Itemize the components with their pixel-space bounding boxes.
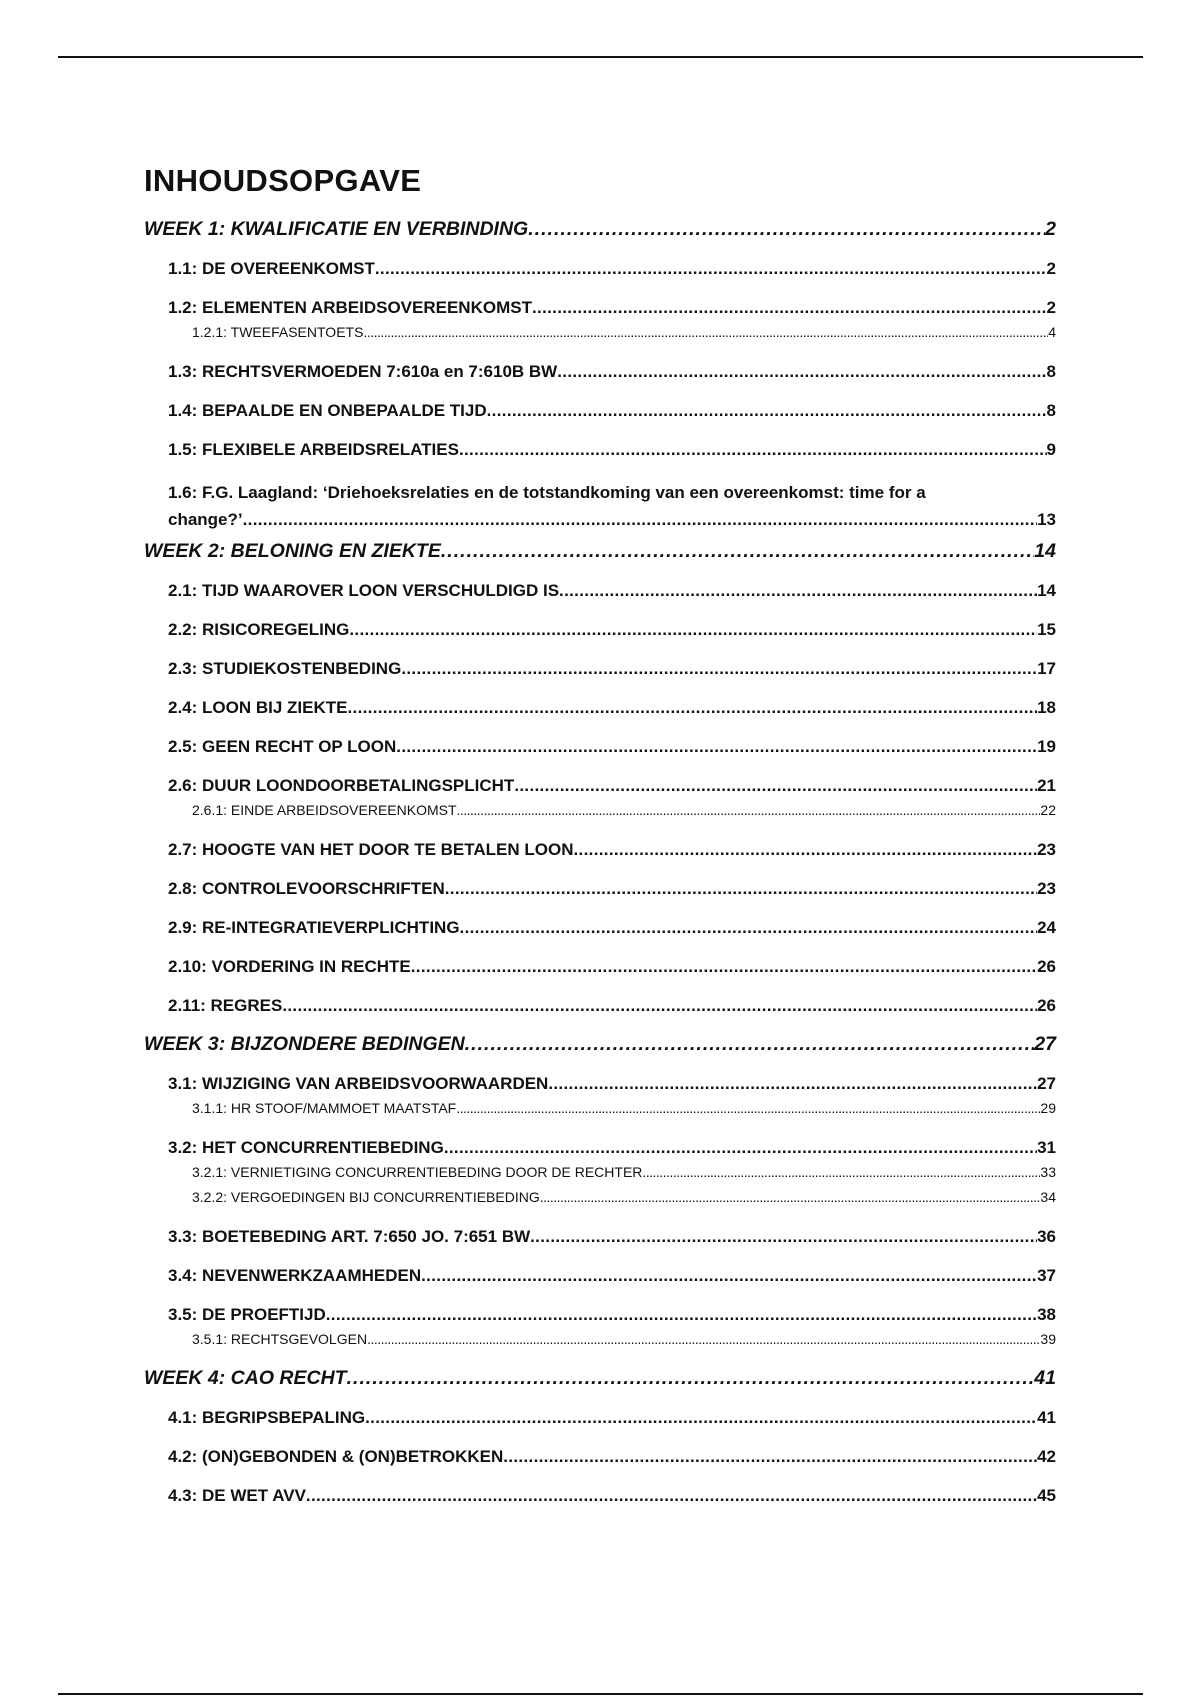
toc-dot-leader [456, 1100, 1040, 1116]
toc-dot-leader [375, 259, 1047, 279]
toc-dot-leader [540, 1189, 1041, 1205]
toc-entry-label: 2.3: STUDIEKOSTENBEDING [168, 658, 402, 678]
toc-entry-row [168, 688, 1056, 727]
toc-entry-level-2[interactable] [144, 1476, 1056, 1515]
toc-page-number: 2 [1046, 297, 1056, 317]
toc-page-number: 18 [1037, 697, 1056, 717]
toc-entry-row [168, 1398, 1056, 1437]
toc-entry-row [168, 649, 1056, 688]
toc-entry-label: 1.4: BEPAALDE EN ONBEPAALDE TIJD [168, 400, 487, 420]
toc-page-number: 4 [1048, 323, 1056, 340]
toc-dot-leader [532, 298, 1047, 318]
toc-entry-level-2[interactable] [144, 1437, 1056, 1476]
toc-page-number: 2 [1045, 218, 1056, 241]
toc-entry-row [192, 319, 1056, 344]
toc-entry-level-3[interactable] [144, 1095, 1056, 1120]
toc-entry-row [168, 986, 1056, 1025]
toc-page-number: 34 [1040, 1188, 1056, 1205]
toc-entry-level-3[interactable] [144, 1159, 1056, 1184]
toc-entry-label: 2.2: RISICOREGELING [168, 619, 350, 639]
toc-entry-level-2[interactable] [144, 352, 1056, 391]
toc-page-number: 37 [1037, 1265, 1056, 1285]
toc-entry-level-1[interactable] [144, 1359, 1056, 1398]
toc-page-number: 8 [1046, 400, 1056, 420]
toc-entry-level-2[interactable] [144, 869, 1056, 908]
toc-entry-label: 4.1: BEGRIPSBEPALING [168, 1407, 366, 1427]
toc-page-number: 23 [1037, 878, 1056, 898]
toc-entry-label: 3.2.2: VERGOEDINGEN BIJ CONCURRENTIEBEDING [192, 1188, 540, 1205]
toc-dot-leader [363, 324, 1048, 340]
toc-entry-row [192, 1095, 1056, 1120]
toc-entry-label: 2.1: TIJD WAAROVER LOON VERSCHULDIGD IS [168, 580, 560, 600]
toc-dot-leader [465, 1033, 1035, 1056]
toc-entry-label: 2.6.1: EINDE ARBEIDSOVEREENKOMST [192, 801, 457, 818]
toc-entry-row [168, 430, 1056, 469]
toc-page-number: 41 [1034, 1367, 1056, 1390]
toc-entry-label: WEEK 4: CAO RECHT [144, 1367, 347, 1390]
toc-entry-row [168, 571, 1056, 610]
toc-dot-leader [557, 362, 1046, 382]
toc-page-number: 24 [1037, 917, 1056, 937]
toc-entry-level-2[interactable] [144, 688, 1056, 727]
toc-page-number: 2 [1046, 258, 1056, 278]
toc-entry-row [144, 1359, 1056, 1398]
toc-entry-level-3[interactable] [144, 797, 1056, 822]
toc-entry-label: 2.5: GEEN RECHT OP LOON [168, 736, 397, 756]
toc-page-number: 26 [1037, 995, 1056, 1015]
toc-entry-row [144, 532, 1056, 571]
toc-entry-row [168, 391, 1056, 430]
toc-entry-label: 4.2: (ON)GEBONDEN & (ON)BETROKKEN [168, 1446, 504, 1466]
toc-entry-label: 3.1: WIJZIGING VAN ARBEIDSVOORWAARDEN [168, 1073, 549, 1093]
toc-dot-leader [441, 540, 1034, 563]
toc-page-number: 21 [1037, 775, 1056, 795]
toc-entry-row [168, 869, 1056, 908]
toc-page-number: 26 [1037, 956, 1056, 976]
toc-entry-label: 2.10: VORDERING IN RECHTE [168, 956, 411, 976]
toc-entry-label: 3.2.1: VERNIETIGING CONCURRENTIEBEDING DOOR DE RECHTER [192, 1163, 643, 1180]
toc-page-number: 14 [1034, 540, 1056, 563]
toc-entry-label: 1.3: RECHTSVERMOEDEN 7:610a en 7:610B BW [168, 361, 558, 381]
toc-entry-level-3[interactable] [144, 1326, 1056, 1351]
toc-entry-label-line1: 1.6: F.G. Laagland: ‘Driehoeksrelaties en de totstandkoming van een overeenkomst: time for a [168, 483, 926, 503]
toc-entry-label: 2.7: HOOGTE VAN HET DOOR TE BETALEN LOON [168, 839, 574, 859]
toc-entry-level-2[interactable] [144, 1217, 1056, 1256]
toc-entry-level-2[interactable] [144, 727, 1056, 766]
toc-entry-row [168, 1217, 1056, 1256]
toc-page-number: 23 [1037, 839, 1056, 859]
toc-page-number: 39 [1040, 1330, 1056, 1347]
toc-page-number: 9 [1046, 439, 1056, 459]
toc-entry-row [168, 249, 1056, 288]
header-rule [58, 56, 1143, 58]
footer-rule [58, 1693, 1143, 1695]
toc-dot-leader [444, 1138, 1037, 1158]
toc-entry-row [144, 1025, 1056, 1064]
toc-entry-label: 2.9: RE-INTEGRATIEVERPLICHTING [168, 917, 460, 937]
toc-page-number: 27 [1037, 1073, 1056, 1093]
toc-entry-level-3[interactable] [144, 1184, 1056, 1209]
toc-dot-leader [548, 1074, 1037, 1094]
toc-entry-level-2[interactable] [144, 430, 1056, 469]
toc-entry-label: 1.1: DE OVEREENKOMST [168, 258, 375, 278]
toc-list [144, 210, 1056, 1515]
toc-entry-level-2[interactable] [144, 391, 1056, 430]
toc-dot-leader [306, 1486, 1037, 1506]
toc-dot-leader [574, 840, 1038, 860]
toc-entry-row [168, 352, 1056, 391]
toc-entry-row [192, 1184, 1056, 1209]
toc-dot-leader [487, 401, 1047, 421]
toc-entry-label: 1.2: ELEMENTEN ARBEIDSOVEREENKOMST [168, 297, 532, 317]
toc-page-number: 36 [1037, 1226, 1056, 1246]
toc-entry-row [168, 507, 1056, 532]
toc-entry-level-2[interactable] [144, 830, 1056, 869]
toc-entry-row [192, 1326, 1056, 1351]
toc-dot-leader [530, 1227, 1037, 1247]
toc-entry-row [192, 797, 1056, 822]
toc-entry-level-3[interactable] [144, 319, 1056, 344]
toc-entry-label: WEEK 1: KWALIFICATIE EN VERBINDING [144, 218, 529, 241]
toc-entry-label: 3.2: HET CONCURRENTIEBEDING [168, 1137, 444, 1157]
toc-entry-label: 3.1.1: HR STOOF/MAMMOET MAATSTAF [192, 1099, 457, 1116]
toc-page-number: 19 [1037, 736, 1056, 756]
toc-entry-label: 4.3: DE WET AVV [168, 1485, 306, 1505]
toc-page-number: 29 [1040, 1099, 1056, 1116]
toc-dot-leader [396, 737, 1037, 757]
toc-entry-level-2[interactable] [144, 249, 1056, 288]
toc-dot-leader [459, 440, 1047, 460]
toc-entry-label: 2.6: DUUR LOONDOORBETALINGSPLICHT [168, 775, 515, 795]
toc-page-number: 14 [1037, 580, 1056, 600]
toc-dot-leader [528, 218, 1045, 241]
toc-entry-label: 3.5.1: RECHTSGEVOLGEN [192, 1330, 368, 1347]
toc-entry-level-2[interactable] [144, 571, 1056, 610]
toc-page-number: 31 [1037, 1137, 1056, 1157]
toc-dot-leader [326, 1305, 1037, 1325]
toc-entry-row [168, 908, 1056, 947]
toc-dot-leader [347, 698, 1037, 718]
toc-dot-leader [559, 581, 1037, 601]
toc-entry-label: 3.4: NEVENWERKZAAMHEDEN [168, 1265, 422, 1285]
toc-dot-leader [642, 1164, 1040, 1180]
toc-entry-label: 2.8: CONTROLEVOORSCHRIFTEN [168, 878, 445, 898]
toc-dot-leader [367, 1331, 1040, 1347]
toc-dot-leader [457, 802, 1041, 818]
toc-dot-leader [421, 1266, 1037, 1286]
toc-entry-label: 1.5: FLEXIBELE ARBEIDSRELATIES [168, 439, 459, 459]
toc-entry-level-2[interactable] [144, 947, 1056, 986]
toc-entry-label: 3.5: DE PROEFTIJD [168, 1304, 326, 1324]
toc-entry-row [168, 1437, 1056, 1476]
toc-dot-leader [349, 620, 1037, 640]
toc-entry-level-2[interactable] [144, 986, 1056, 1025]
toc-page-number: 27 [1034, 1033, 1056, 1056]
toc-page-number: 17 [1037, 658, 1056, 678]
toc-page-number: 22 [1040, 801, 1056, 818]
toc-entry-label: 2.4: LOON BIJ ZIEKTE [168, 697, 348, 717]
toc-entry-label: WEEK 3: BIJZONDERE BEDINGEN [144, 1033, 465, 1056]
toc-entry-level-1[interactable] [144, 1025, 1056, 1064]
toc-dot-leader [411, 957, 1037, 977]
toc-page-number: 13 [1037, 509, 1056, 529]
toc-entry-level-2[interactable] [144, 1398, 1056, 1437]
toc-dot-leader [243, 510, 1037, 530]
toc-dot-leader [445, 879, 1037, 899]
toc-entry-level-2[interactable] [144, 1256, 1056, 1295]
toc-entry-level-1[interactable] [144, 210, 1056, 249]
toc-entry-label: 1.2.1: TWEEFASENTOETS [192, 323, 364, 340]
toc-entry-label: WEEK 2: BELONING EN ZIEKTE [144, 540, 441, 563]
toc-dot-leader [514, 776, 1037, 796]
toc-page-number: 42 [1037, 1446, 1056, 1466]
toc-page-number: 45 [1037, 1485, 1056, 1505]
toc-entry-row [168, 727, 1056, 766]
toc-entry-level-2[interactable] [144, 610, 1056, 649]
toc-entry-row [168, 830, 1056, 869]
toc-entry-level-1[interactable] [144, 532, 1056, 571]
table-of-contents [144, 162, 1056, 1515]
toc-dot-leader [503, 1447, 1037, 1467]
toc-title: INHOUDSOPGAVE [144, 163, 422, 198]
toc-dot-leader [365, 1408, 1037, 1428]
toc-entry-row [168, 1476, 1056, 1515]
toc-entry-row [168, 947, 1056, 986]
toc-page-number: 33 [1040, 1163, 1056, 1180]
toc-page-number: 15 [1037, 619, 1056, 639]
toc-page-number: 8 [1046, 361, 1056, 381]
toc-dot-leader [347, 1367, 1035, 1390]
toc-dot-leader [401, 659, 1037, 679]
toc-entry-label: 3.3: BOETEBEDING ART. 7:650 JO. 7:651 BW [168, 1226, 531, 1246]
toc-page-number: 41 [1037, 1407, 1056, 1427]
toc-page-number: 38 [1037, 1304, 1056, 1324]
toc-dot-leader [460, 918, 1038, 938]
toc-entry-row [168, 1256, 1056, 1295]
toc-entry-level-2[interactable] [144, 649, 1056, 688]
toc-entry-row [168, 610, 1056, 649]
toc-entry-level-2[interactable] [144, 908, 1056, 947]
toc-entry-row [144, 210, 1056, 249]
toc-entry-level-2[interactable] [144, 479, 1056, 532]
toc-entry-row [192, 1159, 1056, 1184]
toc-entry-label: 2.11: REGRES [168, 995, 283, 1015]
toc-entry-label: change?’ [168, 509, 243, 529]
toc-dot-leader [282, 996, 1037, 1016]
